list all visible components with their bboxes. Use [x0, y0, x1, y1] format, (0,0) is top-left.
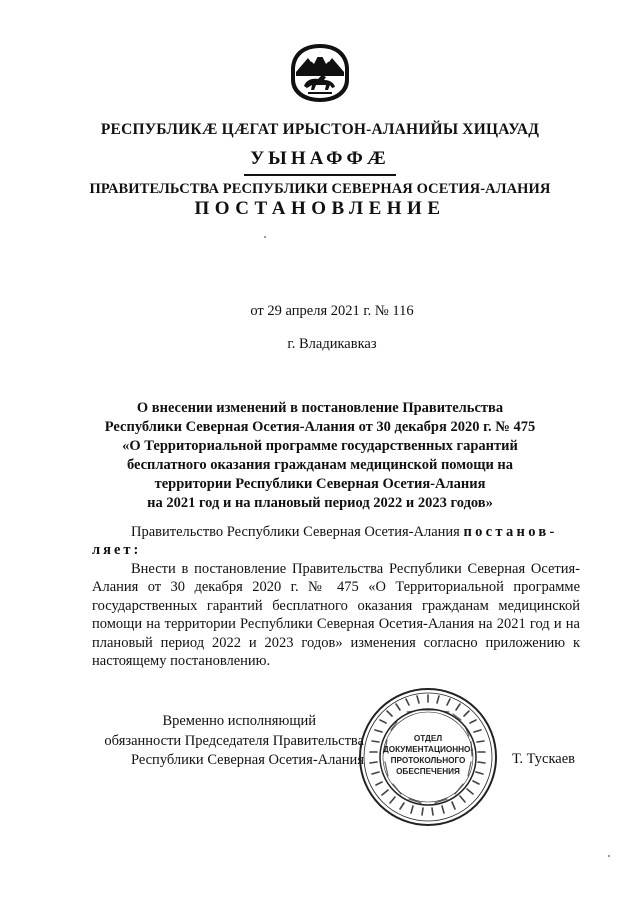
paragraph-1	[131, 523, 558, 541]
paragraph-2-text: Внести в постановление Правительства Республики Северная Осетия-Алания от 30 декабря 2020 г. № 475 «О Территориальной программе государственных гарантий бесплатного оказания гражданам медицинской помощи на территории Республики Северная Осетия-Алания на 2021 год и на плановый период 2022 и 2023 годов» изменения согласно приложению к настоящему постановлению.	[92, 561, 580, 670]
paragraph-1-text: Правительство Республики Северная Осетия-Алания	[131, 524, 464, 540]
paragraph-1-resolves: постанов-	[463, 524, 558, 540]
doc-type-underline	[244, 174, 396, 176]
seal-text-line: ПРОТОКОЛЬНОГО	[390, 756, 466, 765]
signer-name: Т. Тускаев	[512, 751, 576, 767]
heading-line: территории Республики Северная Осетия-Алания	[154, 476, 486, 492]
city: г. Владикавказ	[287, 336, 377, 352]
signer-position-line: Временно исполняющий	[162, 713, 316, 729]
heading-line: О внесении изменений в постановление Правительства	[136, 400, 504, 416]
date-number: от 29 апреля 2021 г. № 116	[250, 303, 414, 319]
scan-speck	[264, 236, 266, 238]
heading-line: «О Территориальной программе государственных гарантий	[122, 438, 518, 454]
scan-speck	[608, 855, 610, 857]
seal-text-line: ДОКУМЕНТАЦИОННО-	[382, 745, 474, 754]
official-seal	[357, 686, 499, 828]
heading-line: Республики Северная Осетия-Алания от 30 декабря 2020 г. № 475	[104, 419, 536, 435]
seal-text-line: ОБЕСПЕЧЕНИЯ	[396, 767, 460, 776]
heading-line: бесплатного оказания гражданам медицинской помощи на	[126, 457, 514, 473]
signer-position-line: Республики Северная Осетия-Алания	[130, 752, 364, 768]
coat-of-arms-icon	[288, 42, 352, 104]
seal-text-line: ОТДЕЛ	[413, 734, 443, 743]
doc-type-russian: ПОСТАНОВЛЕНИЕ	[194, 198, 446, 219]
doc-type-ossetian: УЫНАФФӔ	[250, 148, 390, 169]
header-title-ossetian: РЕСПУБЛИКӔ ЦӔГАТ ИРЫСТОН-АЛАНИЙЫ ХИЦАУАД	[100, 121, 540, 138]
paragraph-2	[92, 560, 580, 670]
signer-position-line: обязанности Председателя Правительства	[104, 732, 364, 749]
heading-line: на 2021 год и на плановый период 2022 и 2023 годов»	[147, 495, 493, 511]
header-title-russian: ПРАВИТЕЛЬСТВА РЕСПУБЛИКИ СЕВЕРНАЯ ОСЕТИЯ-АЛАНИЯ	[89, 181, 551, 197]
paragraph-1-continuation: ляет:	[92, 542, 142, 558]
signer-position	[82, 712, 364, 771]
document-heading	[90, 399, 550, 513]
